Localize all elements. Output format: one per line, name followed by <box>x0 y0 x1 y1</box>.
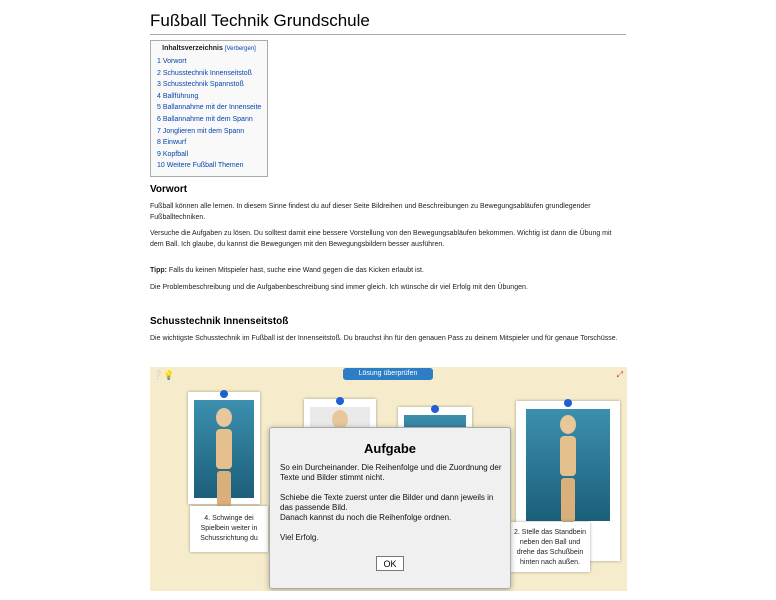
toc-item[interactable]: 9 Kopfball <box>157 150 189 158</box>
toc-item[interactable]: 4 Ballführung <box>157 92 199 100</box>
dialog-line: Schiebe die Texte zuerst unter die Bilder und dann jeweils in das passende Bild. <box>280 493 494 512</box>
pin-icon <box>336 397 344 405</box>
check-solution-button[interactable]: Lösung überprüfen <box>343 368 433 380</box>
dialog-line: Viel Erfolg. <box>280 533 319 542</box>
pin-icon <box>564 399 572 407</box>
tip-text: Falls du keinen Mitspieler hast, suche eine Wand gegen die das Kicken erlaubt ist. <box>166 267 424 274</box>
dialog-text <box>280 463 502 543</box>
vorwort-paragraph-3: Die Problembeschreibung und die Aufgabenbeschreibung sind immer gleich. Ich wünsche dir viel Erfolg mit den Übungen. <box>150 284 528 291</box>
section2-paragraph: Die wichtigste Schusstechnik im Fußball ist der Innenseitstoß. Du brauchst ihn für den genauen Pass zu deinem Mitspieler und für genaue Torschüsse. <box>150 335 618 342</box>
task-dialog <box>269 427 511 589</box>
wooden-figure <box>558 415 578 522</box>
toc-item[interactable]: 7 Jonglieren mit dem Spann <box>157 127 245 135</box>
toc-heading: Inhaltsverzeichnis <box>162 45 223 52</box>
toc-item[interactable]: 5 Ballannahme mit der Innenseite <box>157 104 262 112</box>
figure-photo <box>194 400 254 498</box>
wooden-figure <box>214 408 234 515</box>
ok-button[interactable]: OK <box>376 556 404 571</box>
dialog-line: So ein Durcheinander. Die Reihenfolge und die Zuordnung der Texte und Bilder stimmt nicht. <box>280 463 502 482</box>
toc-item[interactable]: 6 Ballannahme mit dem Spann <box>157 115 253 123</box>
dialog-title: Aufgabe <box>364 441 416 456</box>
toc-item[interactable]: 2 Schusstechnik Innenseitstoß <box>157 69 252 77</box>
toc-list <box>157 56 261 172</box>
section-heading-vorwort: Vorwort <box>150 184 188 195</box>
pin-icon <box>431 405 439 413</box>
page-title: Fußball Technik Grundschule <box>150 11 626 35</box>
help-icon[interactable]: ❔💡 <box>152 370 175 380</box>
toc-item[interactable]: 8 Einwurf <box>157 139 187 147</box>
text-card[interactable]: 2. Stelle das Standbein neben den Ball und drehe das Schußbein hinten nach außen. <box>510 522 590 572</box>
learning-app-game[interactable] <box>150 367 627 591</box>
toc-item[interactable]: 3 Schusstechnik Spannstoß <box>157 81 244 89</box>
toc-header <box>157 45 261 52</box>
vorwort-paragraph-2: Versuche die Aufgaben zu lösen. Du solltest damit eine bessere Vorstellung von den Bewegungsabläufen bekommen. Wichtig ist dann die Übung mit dem Ball. Ich glaube, du kannst die Bewegungen mit den Bewegungsbildern besser ausführen. <box>150 230 612 248</box>
toc-item[interactable]: 1 Vorwort <box>157 58 187 65</box>
toc-item[interactable]: 10 Weitere Fußball Themen <box>157 162 244 170</box>
fullscreen-icon[interactable]: ⤢ <box>616 370 623 379</box>
section-heading-innenseitstoss: Schusstechnik Innenseitstoß <box>150 316 289 327</box>
dialog-line: Danach kannst du noch die Reihenfolge ordnen. <box>280 513 452 522</box>
text-card[interactable]: 4. Schwinge dei Spielbein weiter in Schussrichtung du <box>190 506 268 552</box>
table-of-contents <box>150 40 268 177</box>
toc-toggle-link[interactable]: [Verbergen] <box>224 46 256 52</box>
tip-label: Tipp: <box>150 267 167 274</box>
pin-icon <box>220 390 228 398</box>
tip-paragraph <box>150 265 626 276</box>
figure-photo <box>526 409 610 521</box>
image-card[interactable] <box>188 392 260 504</box>
vorwort-paragraph-1: Fußball können alle lernen. In diesem Sinne findest du auf dieser Seite Bildreihen und Beschreibungen zu Bewegungsabläufen grundlegender Fußballtechniken. <box>150 203 591 221</box>
